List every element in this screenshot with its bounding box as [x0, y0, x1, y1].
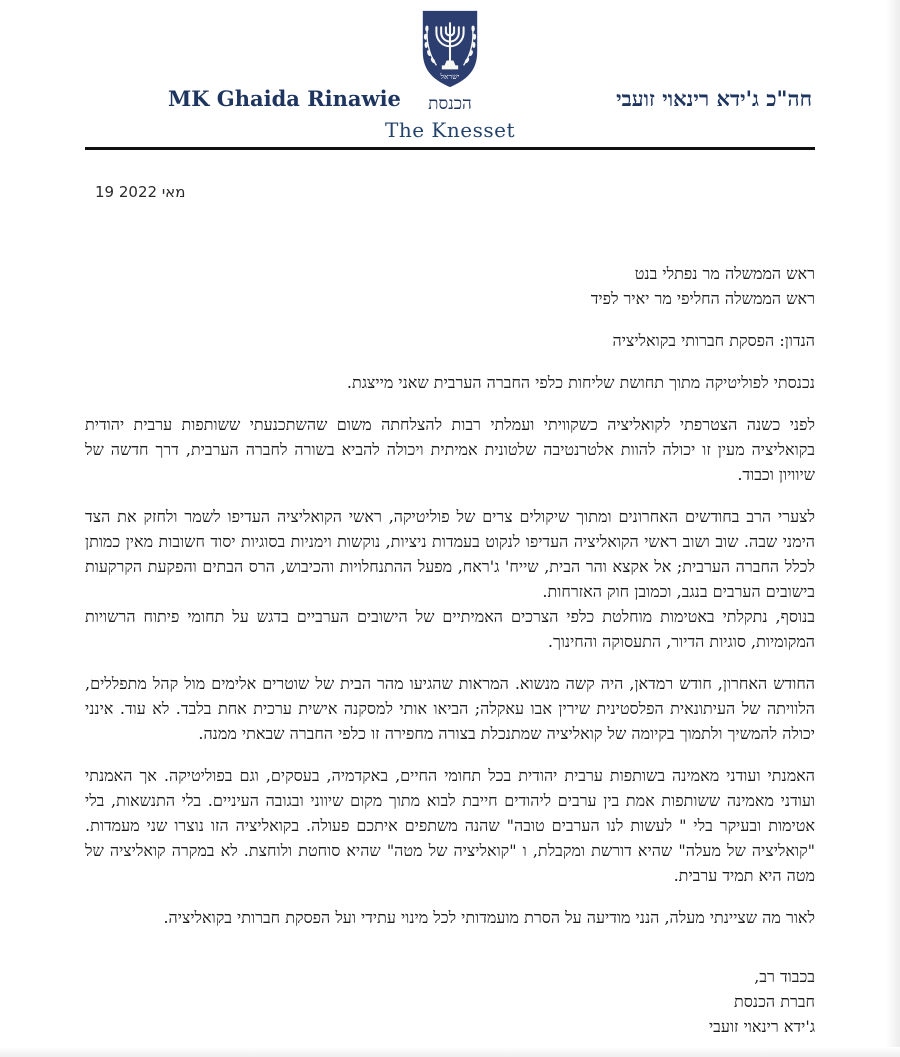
paragraph-local-authorities: בנוסף, נתקלתי באטימות מוחלטת כלפי הצרכים האמיתיים של הישובים הערביים בדגש על תחומי פיתוח הרשויות המקומיות, סוגיות הדיור, התעסוקה והחינוך.: [85, 607, 815, 651]
date-line: [85, 180, 815, 205]
paragraph-partnership: האמנתי ועודני מאמינה בשותפות ערבית יהודית בכל תחומי החיים, באקדמיה, בעסקים, וגם בפוליטיקה. אך האמנתי ועודני מאמינה ששותפות אמת בין ערבים ליהודים חייבת לבוא מתוך מקום שיווני ובגובה העיניים. בלי התנשאות, בלי אטימות ובעיקר בלי " לעשות לנו הערבים טובה" שהנה משתפים איתכם פעולה. בקואליציה הזו נוצרו שני מעמדות. "קואליציה של מעלה" שהיא דורשת ומקבלת, ו "קואליציה של מטה" שהיא סוחטת ולוחצת. לא במקרה קואליציה של מטה היא תמיד ערבית.: [85, 766, 815, 885]
closing-block: [85, 964, 815, 1039]
israel-state-emblem-icon: [416, 8, 484, 94]
recipient-line: ראש הממשלה החליפי מר יאיר לפיד: [590, 289, 815, 308]
closing-salutation: בכבוד רב,: [754, 967, 815, 986]
emblem-caption: ישראל: [440, 71, 460, 81]
letterhead-divider: [85, 147, 815, 150]
letter-body: [0, 180, 900, 1039]
knesset-label-hebrew: הכנסת: [428, 94, 472, 114]
letter-date: 19 מאי 2022: [95, 183, 186, 201]
closing-signature-name: ג'ידא רינאוי זועבי: [708, 1017, 815, 1036]
paragraph-intro: נכנסתי לפוליטיקה מתוך תחושת שליחות כלפי החברה הערבית שאני מייצגת.: [346, 373, 815, 392]
scan-edge: [0, 1047, 900, 1057]
recipients-block: [85, 261, 815, 311]
mk-name-english: MK Ghaida Rinawie: [168, 86, 401, 111]
paragraph-ramadan: החודש האחרון, חודש רמדאן, היה קשה מנשוא. המראות שהגיעו מהר הבית של שוטרים אלימים מול קהל מתפללים, הלוויתה של העיתונאית הפלסטינית שירין אבו עאקלה; הביאו אותי למסקנה אישית ערכית אחת בלבד. לא עוד. אינני יכולה להמשיך ולתמוך בקיומה של קואליציה שמתנכלת בצורה מחפירה זו כלפי החברה שבאתי ממנה.: [85, 674, 815, 743]
mk-name-hebrew: חה"כ ג'ידא רינאוי זועבי: [616, 86, 812, 111]
paragraph-announcement: לאור מה שציינתי מעלה, הנני מודיעה על הסרת מועמדותי לכל מינוי עתידי ועל הפסקת חברותי בקואליציה.: [163, 908, 815, 927]
closing-title: חברת הכנסת: [734, 992, 815, 1011]
paragraph-joining-coalition: לפני כשנה הצטרפתי לקואליציה כשקוויתי ועמלתי רבות להצלחתה משום שהשתכנעתי ששותפות ערבית יהודית בקואליציה מעין זו יכולה להוות אלטרנטיבה שלטונית אמיתית ויכולה להביא בשורה לחברה הערבית, דרך חדשה של שיוויון וכבוד.: [85, 415, 815, 484]
recipient-line: ראש הממשלה מר נפתלי בנט: [634, 264, 815, 283]
subject-line: הנדון: הפסקת חברותי בקואליציה: [612, 331, 815, 350]
scan-edge: [886, 0, 900, 1057]
knesset-label-english: The Knesset: [385, 118, 515, 142]
paragraph-criticism: לצערי הרב בחודשים האחרונים ומתוך שיקולים צרים של פוליטיקה, ראשי הקואליציה העדיפו לשמר ולחזק את הצד הימני שבה. שוב ושוב ראשי הקואליציה העדיפו לנקוט בעמדות ניציות, נוקשות וימניות בסוגיות יסוד חשובות מאין כמותן לכלל החברה הערבית; אל אקצא והר הבית, שייח' ג'ראח, מפעל ההתנחלויות והכיבוש, הרס הבתים והפקעת הקרקעות בישובים הערבים בנגב, וכמובן חוק האזרחות.: [85, 507, 815, 601]
letterhead: [0, 0, 900, 150]
